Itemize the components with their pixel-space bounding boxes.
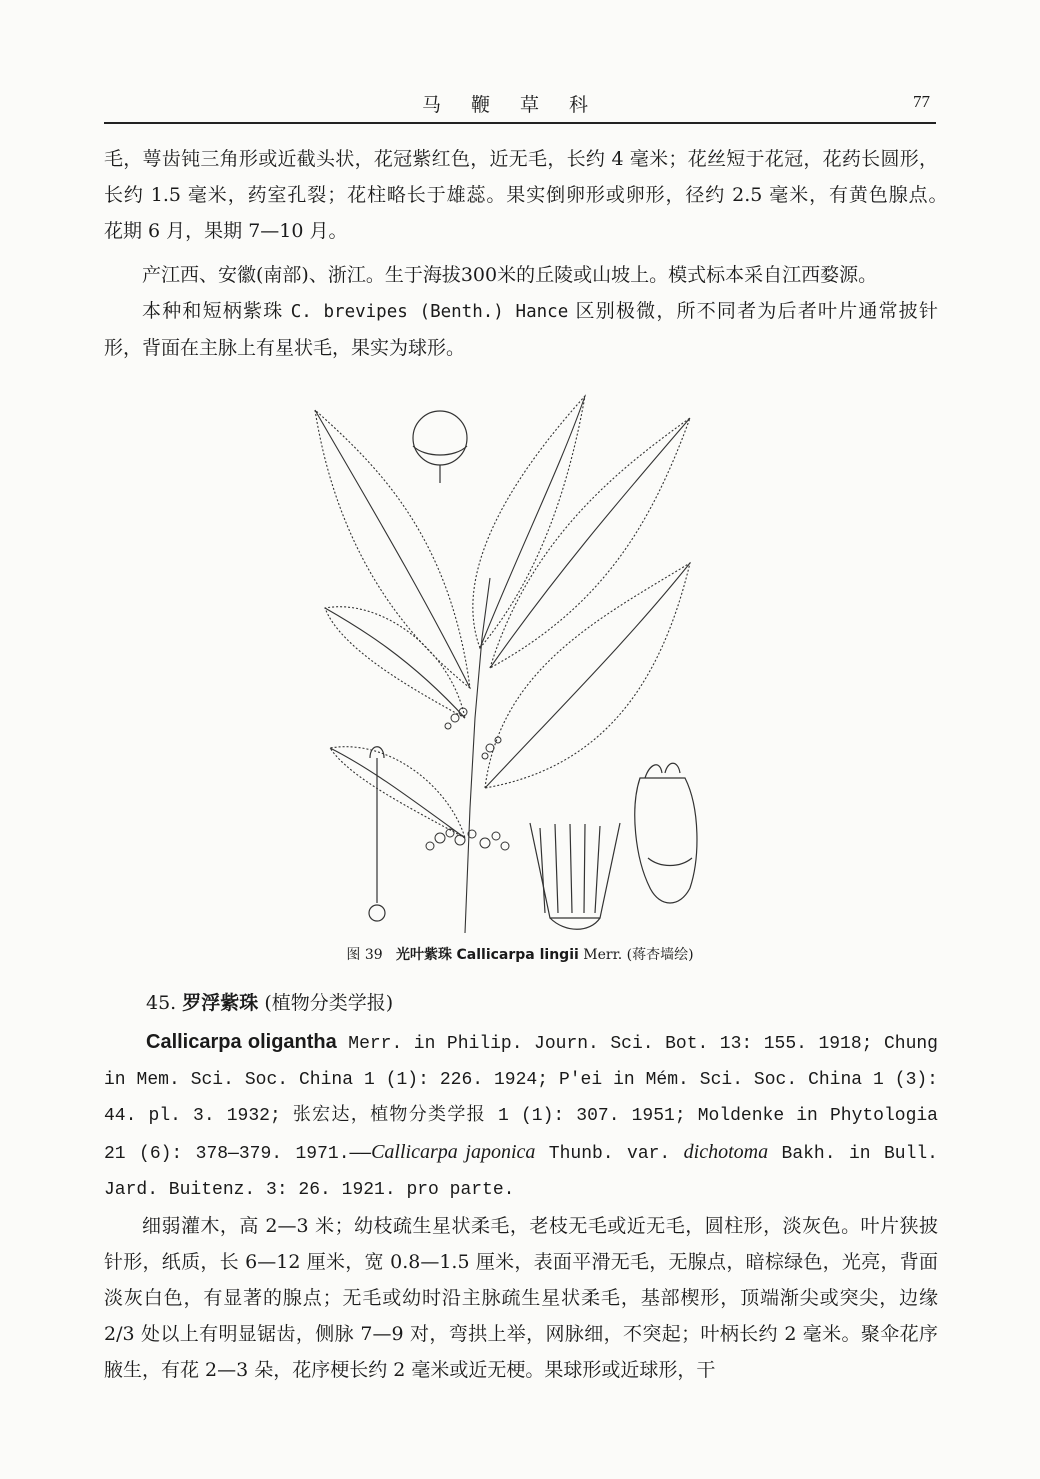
corolla-detail (530, 823, 620, 929)
comparison-suffix: 区别极微，所不同者为后者叶片通常披针形，背面在主脉上有星状毛，果实为球形。 (104, 300, 938, 359)
comparison-prefix: 本种和短柄紫珠 (142, 300, 291, 322)
leaf-right-large (485, 563, 690, 788)
leaf-top-centre (473, 396, 585, 648)
distribution-paragraph: 产江西、安徽(南部)、浙江。生于海拔300米的丘陵或山坡上。模式标本采自江西婺源。 (142, 264, 878, 286)
figure-credit: (蒋杏墙绘) (626, 947, 694, 963)
species-name-cn: 罗浮紫珠 (182, 992, 259, 1014)
species-heading (146, 988, 393, 1015)
top-text-block (104, 141, 958, 366)
botanical-illustration (300, 388, 730, 938)
synonym-genus: Callicarpa japonica (371, 1141, 536, 1163)
page-number: 77 (913, 92, 930, 111)
leaf-mid-left (325, 607, 465, 718)
header-title: 马鞭草科 (421, 94, 618, 116)
species-description: 细弱灌木，高 2—3 米；幼枝疏生星状柔毛，老枝无毛或近无毛，圆柱形，淡灰色。叶片狭披针形，纸质，长 6—12 厘米，宽 0.8—1.5 厘米，表面平滑无毛，无腺点，暗棕绿色，光亮，背面淡灰白色，有显著的腺点；无毛或幼时沿主脉疏生星状柔毛，基部楔形，顶端渐尖或突尖，边缘 2/3 处以上有明显锯齿，侧脉 7—9 对，弯拱上举，网脉细，不突起；叶柄长约 2 毫米。聚伞花序腋生，有花 2—3 朵，花序梗长约 2 毫米或近无梗。果球形或近球形，干 (104, 1215, 938, 1381)
stamen-detail (369, 747, 385, 921)
reference-part-3: Bakh. in Bull. Jard. Buitenz. 3: 26. 1921. pro parte. (104, 1144, 938, 1200)
leaf-upper-right (490, 418, 690, 668)
figure-caption (0, 944, 1040, 964)
species-number: 45. (146, 992, 177, 1014)
leaf-upper-left (315, 410, 470, 688)
reference-part-1: Merr. in Philip. Journ. Sci. Bot. 13: 155. 1918; Chung in Mem. Sci. Soc. China 1 (1): 226. 1924; P'ei in Mém. Sci. Soc. China 1 (3): 44. pl. 3. 1932; 张宏达，植物分类学报 1 (1): 307. 1951; Moldenke in Phytologia 21 (6): 378—379. 1971.—— (104, 1034, 938, 1164)
species-latin-name: Callicarpa oligantha (146, 1031, 337, 1053)
page-header (104, 88, 936, 124)
figure-author: Merr. (583, 947, 623, 963)
fruit-detail (413, 411, 467, 483)
figure-name-latin: Callicarpa lingii (456, 947, 579, 963)
species-description-block (104, 1208, 938, 1388)
comparison-latin-name: C. brevipes (Benth.) Hance (290, 302, 569, 322)
synonym-variety: dichotoma (683, 1141, 769, 1163)
figure-label: 图 39 (346, 947, 383, 963)
description-continued: 毛，萼齿钝三角形或近截头状，花冠紫红色，近无毛，长约 4 毫米；花丝短于花冠，花药长圆形，长约 1.5 毫米，药室孔裂；花柱略长于雄蕊。果实倒卵形或卵形，径约 2.5 毫米，有黄色腺点。 花期 6 月，果期 7—10 月。 (104, 148, 958, 242)
reference-part-2: Thunb. var. (535, 1144, 684, 1164)
figure-name-cn: 光叶紫珠 (396, 947, 453, 963)
leaf-lower-left (330, 747, 465, 838)
comparison-paragraph (104, 293, 938, 366)
nomenclature-reference (104, 1024, 938, 1208)
flower-cluster-lower (426, 829, 509, 850)
species-source: (植物分类学报) (264, 992, 394, 1014)
flower-detail (635, 763, 697, 903)
